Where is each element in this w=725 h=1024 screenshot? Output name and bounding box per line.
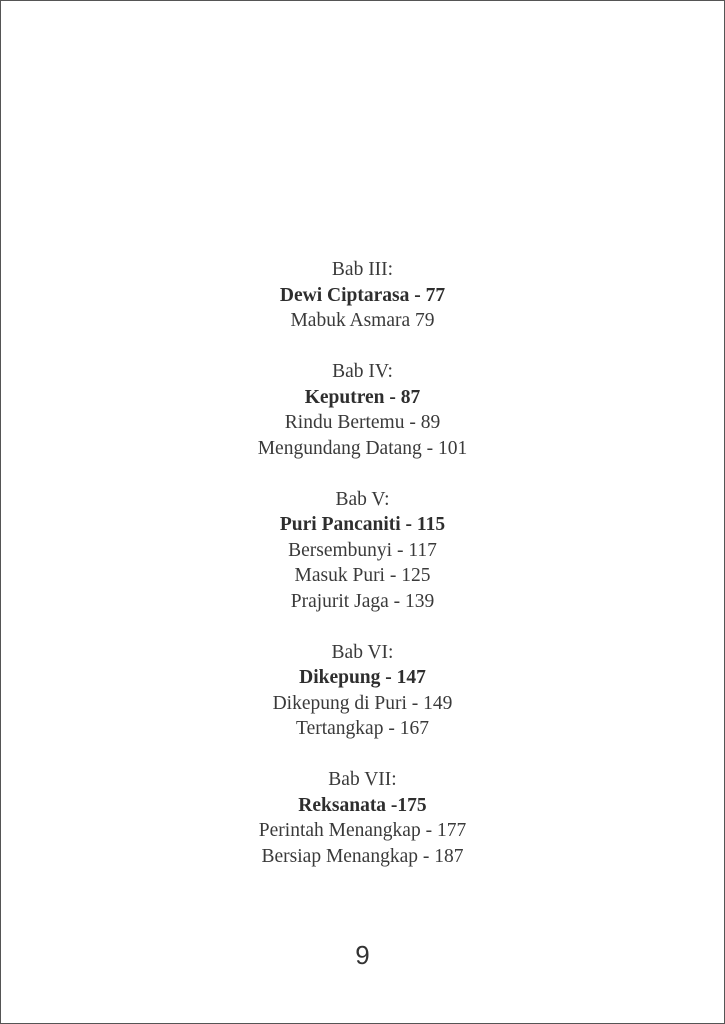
toc-entry: Mengundang Datang - 101 <box>257 437 468 459</box>
chapter-bab-4 <box>0 359 725 461</box>
chapter-title: Keputren - 87 <box>304 386 421 408</box>
toc-entry: Rindu Bertemu - 89 <box>284 412 441 433</box>
toc-entry: Prajurit Jaga - 139 <box>290 590 435 612</box>
chapter-title: Puri Pancaniti - 115 <box>279 514 446 535</box>
chapter-title: Reksanata -175 <box>298 794 427 816</box>
chapter-label: Bab IV: <box>332 361 393 382</box>
chapter-title: Dewi Ciptarasa - 77 <box>279 284 446 306</box>
toc-entry: Dikepung di Puri - 149 <box>272 692 453 714</box>
toc-entry: Masuk Puri - 125 <box>294 565 431 586</box>
chapter-label: Bab VII: <box>328 769 397 790</box>
toc-entry: Perintah Menangkap - 177 <box>258 820 467 841</box>
chapter-bab-7 <box>0 767 725 869</box>
chapter-label: Bab V: <box>335 488 390 510</box>
page-number: 9 <box>355 940 370 970</box>
chapter-bab-3 <box>0 257 725 334</box>
chapter-label: Bab VI: <box>331 641 394 663</box>
chapter-title: Dikepung - 147 <box>299 667 426 688</box>
chapter-bab-5 <box>0 487 725 615</box>
table-of-contents <box>0 257 725 869</box>
toc-entry: Mabuk Asmara 79 <box>290 310 435 331</box>
chapter-bab-6 <box>0 640 725 742</box>
chapter-label: Bab III: <box>331 259 394 280</box>
toc-entry: Bersembunyi - 117 <box>288 539 437 561</box>
toc-entry: Tertangkap - 167 <box>296 718 429 739</box>
toc-entry: Bersiap Menangkap - 187 <box>261 845 464 867</box>
